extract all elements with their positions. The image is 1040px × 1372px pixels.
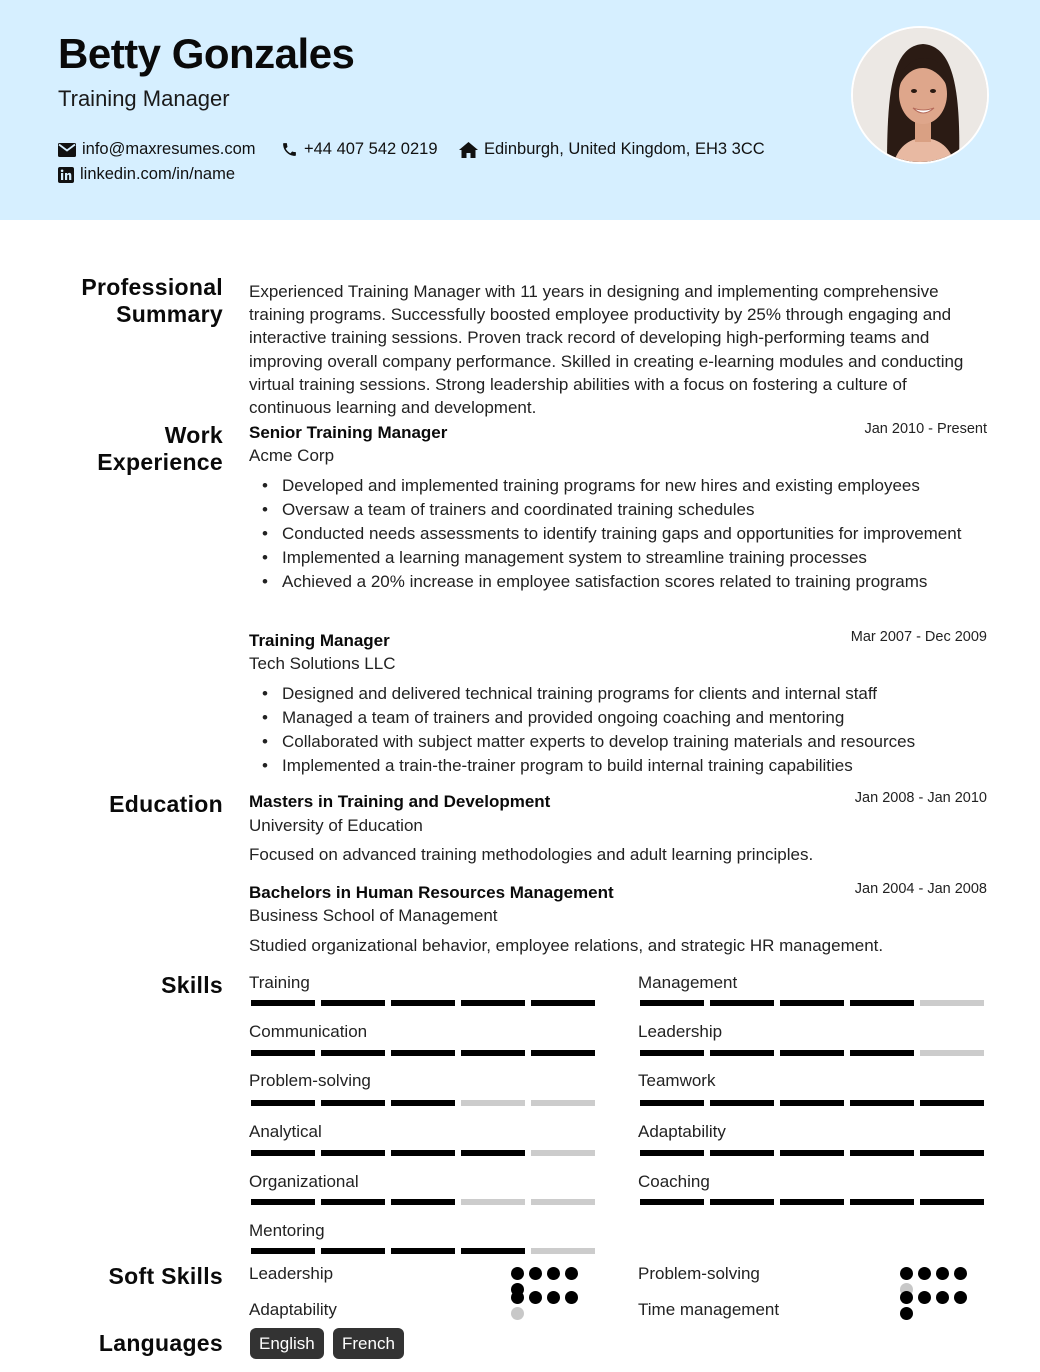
skill-bar-segment	[321, 1050, 385, 1056]
job-bullet: • Managed a team of trainers and provided ongoing coaching and mentoring	[282, 706, 992, 730]
soft-skill-name: Problem-solving	[638, 1264, 760, 1283]
job-title: Senior Training Manager	[249, 423, 448, 442]
skill-bar-segment	[251, 1100, 315, 1106]
skill-bar-segment	[710, 1199, 774, 1205]
skill-bar-segment	[321, 1248, 385, 1254]
skill-bar	[640, 1199, 984, 1205]
section-title-soft-skills: Soft Skills	[108, 1263, 223, 1289]
edu-school: University of Education	[249, 816, 423, 835]
language-badge: English	[250, 1328, 324, 1359]
skill-name: Organizational	[249, 1172, 359, 1191]
skill-bar-segment	[920, 1100, 984, 1106]
skill-bar	[251, 1248, 595, 1254]
rating-dot	[936, 1267, 949, 1280]
skill-name: Problem-solving	[249, 1071, 371, 1090]
skill-bar-segment	[920, 1000, 984, 1006]
skill-bar-segment	[710, 1100, 774, 1106]
rating-dot	[529, 1267, 542, 1280]
rating-dot	[936, 1291, 949, 1304]
skill-bar	[251, 1100, 595, 1106]
skill-bar-segment	[640, 1000, 704, 1006]
skill-bar-segment	[391, 1050, 455, 1056]
job-bullet: • Conducted needs assessments to identify training gaps and opportunities for improvement	[282, 522, 992, 546]
skill-bar-segment	[710, 1050, 774, 1056]
skill-bar-segment	[531, 1100, 595, 1106]
skill-bar-segment	[461, 1248, 525, 1254]
skill-bar-segment	[850, 1150, 914, 1156]
email-text: info@maxresumes.com	[82, 140, 256, 158]
job-bullet: • Achieved a 20% increase in employee satisfaction scores related to training programs	[282, 570, 992, 594]
job-bullets	[282, 474, 992, 594]
skill-bar-segment	[531, 1248, 595, 1254]
skill-bar	[640, 1050, 984, 1056]
skill-bar-segment	[850, 1000, 914, 1006]
skill-bar-segment	[920, 1150, 984, 1156]
skill-bar-segment	[920, 1050, 984, 1056]
skill-bar	[251, 1199, 595, 1205]
job-bullet: • Implemented a learning management system to streamline training processes	[282, 546, 992, 570]
skill-bar	[251, 1000, 595, 1006]
job-bullet: • Oversaw a team of trainers and coordinated training schedules	[282, 498, 992, 522]
skill-bar-segment	[710, 1000, 774, 1006]
skill-bar-segment	[531, 1000, 595, 1006]
skill-bar-segment	[321, 1100, 385, 1106]
edu-date: Jan 2004 - Jan 2008	[854, 881, 987, 897]
skill-bar-segment	[251, 1199, 315, 1205]
job-company: Acme Corp	[249, 446, 335, 465]
rating-dot	[511, 1267, 524, 1280]
rating-dot	[900, 1291, 913, 1304]
edu-school: Business School of Management	[249, 906, 498, 925]
section-title-education: Education	[109, 791, 223, 817]
contact-phone[interactable]	[281, 140, 438, 159]
skill-bar-segment	[251, 1248, 315, 1254]
section-title-summary	[81, 274, 223, 328]
rating-dot	[565, 1291, 578, 1304]
skill-bar-segment	[321, 1150, 385, 1156]
rating-dot	[511, 1291, 524, 1304]
skill-bar-segment	[710, 1150, 774, 1156]
skill-bar-segment	[640, 1199, 704, 1205]
skill-bar-segment	[251, 1150, 315, 1156]
candidate-role: Training Manager	[58, 86, 230, 111]
rating-dot	[954, 1267, 967, 1280]
skill-bar-segment	[780, 1199, 844, 1205]
summary-title-line1: Professional	[81, 274, 223, 300]
edu-date: Jan 2008 - Jan 2010	[854, 790, 987, 806]
linkedin-text: linkedin.com/in/name	[80, 165, 235, 183]
skill-bar-segment	[531, 1050, 595, 1056]
rating-dot	[900, 1267, 913, 1280]
language-badge: French	[333, 1328, 404, 1359]
skill-bar	[640, 1100, 984, 1106]
skill-name: Training	[249, 973, 310, 992]
job-bullet: • Implemented a train-the-trainer program to build internal training capabilities	[282, 754, 992, 778]
rating-dot	[900, 1307, 913, 1320]
skill-bar-segment	[780, 1150, 844, 1156]
work-title-line1: Work	[164, 422, 223, 448]
address-text: Edinburgh, United Kingdom, EH3 3CC	[484, 140, 765, 158]
skill-bar-segment	[461, 1100, 525, 1106]
candidate-name: Betty Gonzales	[58, 30, 355, 77]
skill-bar	[251, 1150, 595, 1156]
soft-skill-name: Time management	[638, 1300, 780, 1319]
rating-dot	[918, 1291, 931, 1304]
skill-bar-segment	[531, 1199, 595, 1205]
skill-bar-segment	[461, 1199, 525, 1205]
skill-bar-segment	[251, 1000, 315, 1006]
edu-description: Studied organizational behavior, employee relations, and strategic HR management.	[249, 936, 884, 955]
skill-name: Adaptability	[638, 1122, 726, 1141]
section-title-skills: Skills	[161, 972, 223, 998]
skill-bar-segment	[780, 1000, 844, 1006]
skill-bar-segment	[850, 1199, 914, 1205]
skill-name: Coaching	[638, 1172, 710, 1191]
skill-name: Analytical	[249, 1122, 322, 1141]
phone-text: +44 407 542 0219	[304, 140, 438, 158]
summary-title-line2: Summary	[116, 301, 223, 327]
skill-bar-segment	[640, 1100, 704, 1106]
summary-text: Experienced Training Manager with 11 years in designing and implementing comprehensive training programs. Successfully boosted employee productivity by 25% through engaging and interactive training sessions. Proven track record of developing high-performing teams and improving overall company performance. Skilled in creating e-learning modules and conducting virtual training sessions. Strong leadership abilities with a focus on fostering a culture of continuous learning and development.	[249, 282, 964, 418]
skill-bar-segment	[780, 1050, 844, 1056]
job-bullet: • Designed and delivered technical training programs for clients and internal staff	[282, 682, 992, 706]
rating-dot	[547, 1267, 560, 1280]
skill-bar-segment	[251, 1050, 315, 1056]
section-title-work	[97, 422, 223, 476]
skill-bar	[640, 1000, 984, 1006]
job-date: Jan 2010 - Present	[864, 421, 987, 437]
home-icon	[459, 142, 478, 158]
contact-linkedin[interactable]	[58, 165, 235, 184]
contact-email[interactable]	[58, 140, 256, 159]
section-title-languages: Languages	[98, 1330, 223, 1356]
edu-degree: Masters in Training and Development	[249, 792, 551, 811]
rating-dot	[529, 1291, 542, 1304]
phone-icon	[281, 141, 298, 158]
skill-name: Mentoring	[249, 1221, 325, 1240]
skill-bar	[251, 1050, 595, 1056]
soft-skill-name: Adaptability	[249, 1300, 337, 1319]
skill-bar-segment	[850, 1100, 914, 1106]
edu-description: Focused on advanced training methodologies and adult learning principles.	[249, 845, 814, 864]
header-banner	[0, 0, 1040, 220]
edu-degree: Bachelors in Human Resources Management	[249, 883, 614, 902]
skill-bar-segment	[461, 1050, 525, 1056]
skill-bar-segment	[640, 1050, 704, 1056]
skill-name: Teamwork	[638, 1071, 716, 1090]
soft-skill-rating	[511, 1291, 586, 1323]
work-title-line2: Experience	[97, 449, 223, 475]
profile-photo	[851, 26, 989, 164]
skill-bar-segment	[321, 1000, 385, 1006]
job-bullet: • Developed and implemented training programs for new hires and existing employees	[282, 474, 992, 498]
skill-bar-segment	[531, 1150, 595, 1156]
skill-name: Communication	[249, 1022, 368, 1041]
rating-dot	[565, 1267, 578, 1280]
skill-bar-segment	[920, 1199, 984, 1205]
skill-bar-segment	[461, 1150, 525, 1156]
skill-bar-segment	[640, 1150, 704, 1156]
skill-bar-segment	[391, 1000, 455, 1006]
skill-bar-segment	[780, 1100, 844, 1106]
skill-bar	[640, 1150, 984, 1156]
job-title: Training Manager	[249, 631, 390, 650]
rating-dot	[547, 1291, 560, 1304]
skill-bar-segment	[461, 1000, 525, 1006]
job-date: Mar 2007 - Dec 2009	[850, 629, 987, 645]
contact-address	[459, 140, 765, 159]
job-company: Tech Solutions LLC	[249, 654, 396, 673]
soft-skill-rating	[900, 1291, 975, 1323]
skill-bar-segment	[391, 1199, 455, 1205]
linkedin-icon	[58, 167, 74, 183]
rating-dot	[954, 1291, 967, 1304]
soft-skill-name: Leadership	[249, 1264, 334, 1283]
rating-dot	[511, 1307, 524, 1320]
job-bullet: • Collaborated with subject matter experts to develop training materials and resources	[282, 730, 992, 754]
skill-name: Management	[638, 973, 738, 992]
skill-bar-segment	[850, 1050, 914, 1056]
skill-name: Leadership	[638, 1022, 723, 1041]
skill-bar-segment	[321, 1199, 385, 1205]
skill-bar-segment	[391, 1100, 455, 1106]
skill-bar-segment	[391, 1150, 455, 1156]
job-bullets	[282, 682, 992, 778]
skill-bar-segment	[391, 1248, 455, 1254]
rating-dot	[918, 1267, 931, 1280]
envelope-icon	[58, 143, 76, 157]
